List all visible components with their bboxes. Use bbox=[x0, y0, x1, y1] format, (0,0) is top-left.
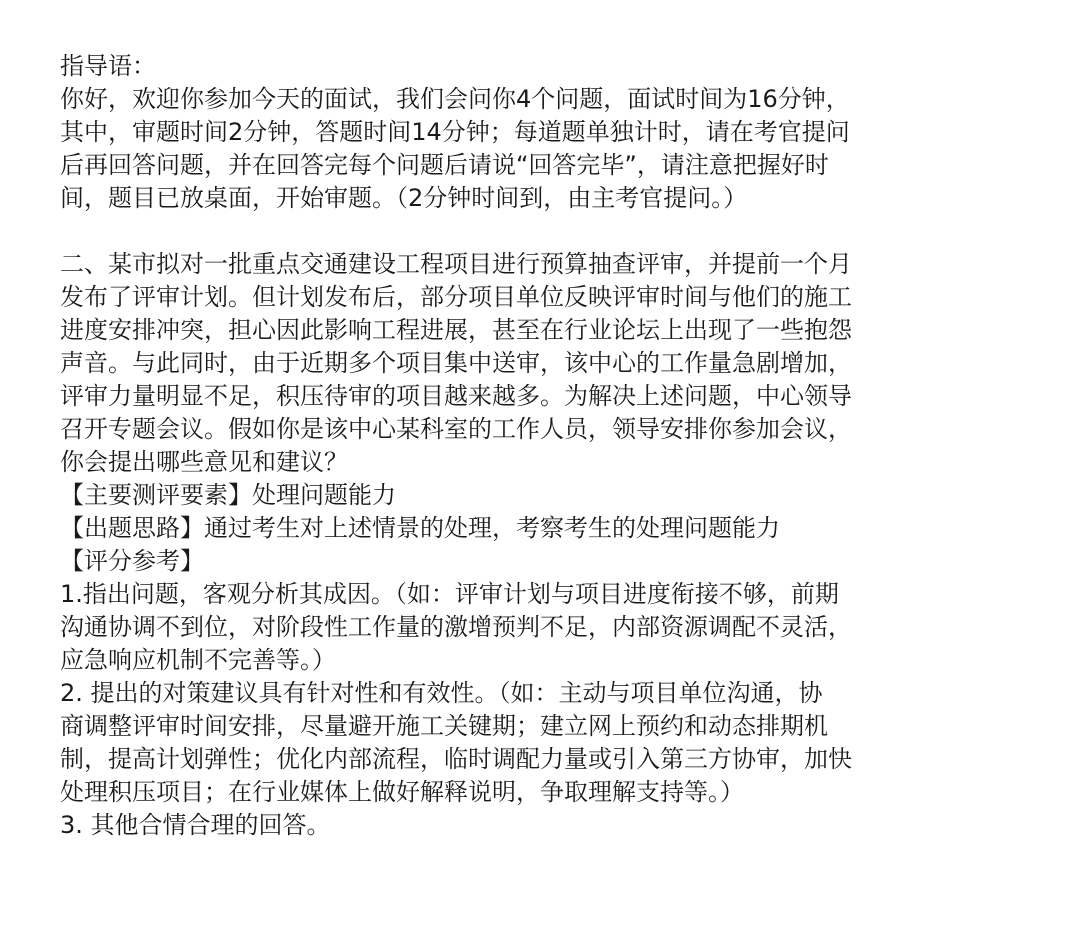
question-line: 评审力量明显不足，积压待审的项目越来越多。为解决上述问题，中心领导 bbox=[60, 382, 852, 410]
scoring-point-1-line: 沟通协调不到位，对阶段性工作量的激增预判不足，内部资源调配不灵活， bbox=[60, 613, 852, 641]
evaluation-section bbox=[60, 479, 1020, 842]
question-line: 发布了评审计划。但计划发布后，部分项目单位反映评审时间与他们的施工 bbox=[60, 283, 852, 311]
instructions-line: 后再回答问题，并在回答完每个问题后请说“回答完毕”，请注意把握好时 bbox=[60, 151, 829, 179]
scoring-point-1-line: 应急响应机制不完善等。） bbox=[60, 646, 336, 674]
evaluation-reference-title: 【评分参考】 bbox=[60, 547, 204, 575]
scoring-point-1-line: 1.指出问题，客观分析其成因。（如：评审计划与项目进度衔接不够，前期 bbox=[60, 580, 839, 608]
scoring-point-2-line: 商调整评审时间安排，尽量避开施工关键期；建立网上预约和动态排期机 bbox=[60, 712, 828, 740]
question-line: 进度安排冲突，担心因此影响工程进展，甚至在行业论坛上出现了一些抱怨 bbox=[60, 316, 852, 344]
evaluation-idea: 【出题思路】通过考生对上述情景的处理，考察考生的处理问题能力 bbox=[60, 514, 780, 542]
evaluation-factor: 【主要测评要素】处理问题能力 bbox=[60, 481, 396, 509]
instructions-title: 指导语： bbox=[60, 52, 156, 80]
instructions-line: 其中，审题时间2分钟，答题时间14分钟；每道题单独计时，请在考官提问 bbox=[60, 118, 850, 146]
question-section bbox=[60, 248, 1020, 479]
instructions-line: 间，题目已放桌面，开始审题。（2分钟时间到，由主考官提问。） bbox=[60, 184, 748, 212]
scoring-point-2-line: 制，提高计划弹性；优化内部流程，临时调配力量或引入第三方协审，加快 bbox=[60, 745, 852, 773]
question-line: 召开专题会议。假如你是该中心某科室的工作人员，领导安排你参加会议， bbox=[60, 415, 852, 443]
instructions-section bbox=[60, 50, 1020, 215]
instructions-line: 你好，欢迎你参加今天的面试，我们会问你4个问题，面试时间为16分钟， bbox=[60, 85, 850, 113]
question-line: 二、某市拟对一批重点交通建设工程项目进行预算抽查评审，并提前一个月 bbox=[60, 250, 852, 278]
scoring-point-2-line: 2. 提出的对策建议具有针对性和有效性。（如：主动与项目单位沟通，协 bbox=[60, 679, 823, 707]
scoring-point-2-line: 处理积压项目；在行业媒体上做好解释说明，争取理解支持等。） bbox=[60, 778, 744, 806]
question-line: 声音。与此同时，由于近期多个项目集中送审，该中心的工作量急剧增加， bbox=[60, 349, 852, 377]
scoring-point-3: 3. 其他合情合理的回答。 bbox=[60, 811, 331, 839]
document-body bbox=[60, 50, 1020, 842]
question-line: 你会提出哪些意见和建议？ bbox=[60, 448, 348, 476]
blank-line bbox=[60, 215, 1020, 248]
